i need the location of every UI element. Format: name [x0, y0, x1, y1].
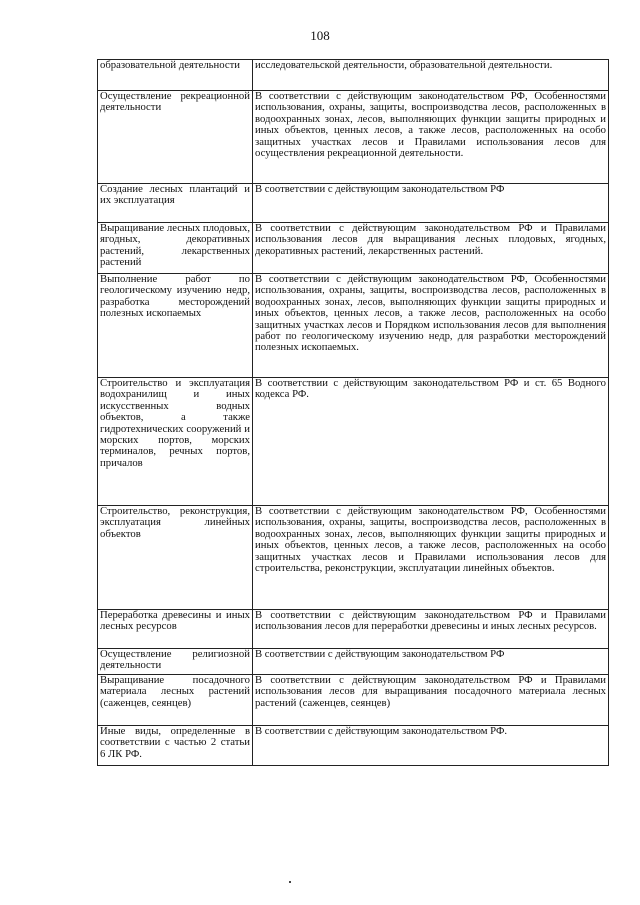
description-cell: В соответствии с действующим законодательством РФ и ст. 65 Водного кодекса РФ.: [253, 378, 609, 506]
activity-cell: Строительство, реконструкция, эксплуатация линейных объектов: [98, 506, 253, 610]
page-number: 108: [310, 28, 330, 43]
activity-cell: Создание лесных плантаций и их эксплуатация: [98, 184, 253, 223]
description-cell: исследовательской деятельности, образовательной деятельности.: [253, 60, 609, 91]
activity-cell: Иные виды, определенные в соответствии с частью 2 статьи 6 ЛК РФ.: [98, 726, 253, 766]
table-row: [98, 610, 609, 649]
table-row: [98, 184, 609, 223]
activity-cell: Выполнение работ по геологическому изучению недр, разработка месторождений полезных ископаемых: [98, 274, 253, 378]
table-row: [98, 274, 609, 378]
table-row: [98, 649, 609, 675]
activity-cell: Осуществление религиозной деятельности: [98, 649, 253, 675]
table-row: [98, 378, 609, 506]
activity-cell: Выращивание лесных плодовых, ягодных, декоративных растений, лекарственных растений: [98, 223, 253, 274]
table-row: [98, 675, 609, 726]
description-cell: В соответствии с действующим законодательством РФ: [253, 184, 609, 223]
description-cell: В соответствии с действующим законодательством РФ: [253, 649, 609, 675]
description-cell: В соответствии с действующим законодательством РФ, Особенностями использования, охраны, защиты, воспроизводства лесов, расположенных в водоохранных зонах, лесов, выполняющих функции защиты природных и иных объектов, ценных лесов, а также лесов, расположенных на особо защитных участках лесов и Порядком использования лесов для выполнения работ по геологическому изучению недр, для разработки месторождений полезных ископаемых.: [253, 274, 609, 378]
activity-cell: Осуществление рекреационной деятельности: [98, 91, 253, 184]
table-row: [98, 506, 609, 610]
activity-cell: образовательной деятельности: [98, 60, 253, 91]
activity-cell: Переработка древесины и иных лесных ресурсов: [98, 610, 253, 649]
description-cell: В соответствии с действующим законодательством РФ и Правилами использования лесов для переработки древесины и иных лесных ресурсов.: [253, 610, 609, 649]
table-row: [98, 91, 609, 184]
table-row: [98, 223, 609, 274]
description-cell: В соответствии с действующим законодательством РФ и Правилами использования лесов для выращивания лесных плодовых, ягодных, декоративных растений, лекарственных растений.: [253, 223, 609, 274]
table-row: [98, 726, 609, 766]
description-cell: В соответствии с действующим законодательством РФ.: [253, 726, 609, 766]
scan-speck: [289, 881, 291, 883]
description-cell: В соответствии с действующим законодательством РФ, Особенностями использования, охраны, защиты, воспроизводства лесов, расположенных в водоохранных зонах, лесов, выполняющих функции защиты природных и иных объектов, ценных лесов, а также лесов, расположенных на особо защитных участках лесов и Правилами использования лесов для осуществления рекреационной деятельности.: [253, 91, 609, 184]
forest-use-table: [97, 59, 609, 766]
description-cell: В соответствии с действующим законодательством РФ, Особенностями использования, охраны, защиты, воспроизводства лесов, расположенных в водоохранных зонах, лесов, выполняющих функции защиты природных и иных объектов, ценных лесов, а также лесов, расположенных на особо защитных участках лесов и Правилами использования лесов для строительства, реконструкции, эксплуатации линейных объектов.: [253, 506, 609, 610]
description-cell: В соответствии с действующим законодательством РФ и Правилами использования лесов для выращивания посадочного материала лесных растений (саженцев, сеянцев): [253, 675, 609, 726]
table-row: [98, 60, 609, 91]
activity-cell: Строительство и эксплуатация водохранилищ и иных искусственных водных объектов, а также гидротехнических сооружений и морских портов, морских терминалов, речных портов, причалов: [98, 378, 253, 506]
activity-cell: Выращивание посадочного материала лесных растений (саженцев, сеянцев): [98, 675, 253, 726]
